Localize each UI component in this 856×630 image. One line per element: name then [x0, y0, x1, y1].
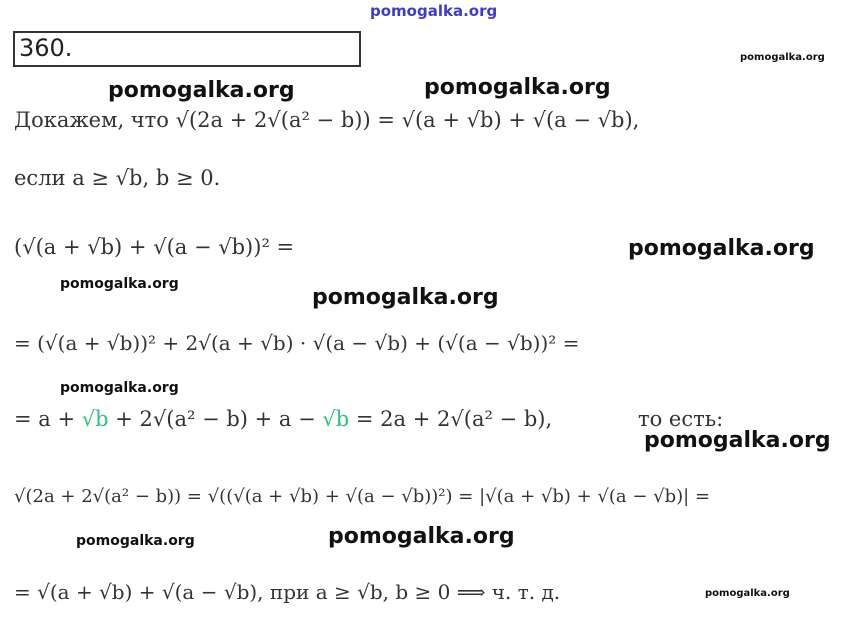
watermark: pomogalka.org	[108, 78, 295, 103]
watermark: pomogalka.org	[60, 276, 179, 292]
watermark: pomogalka.org	[705, 588, 790, 599]
watermark: pomogalka.org	[312, 285, 499, 310]
proof-step-1: (√(a + √b) + √(a − √b))² =	[14, 235, 295, 259]
condition-line: если a ≥ √b, b ≥ 0.	[14, 166, 221, 190]
proof-step-2: = (√(a + √b))² + 2√(a + √b) · √(a − √b) + (√(a − √b))² =	[14, 331, 580, 355]
step3-part-c: = 2a + 2√(a² − b),	[349, 407, 553, 431]
site-watermark-top: pomogalka.org	[370, 2, 498, 20]
step3-part-b: + 2√(a² − b) + a −	[108, 407, 323, 431]
watermark: pomogalka.org	[76, 533, 195, 549]
highlight-sqrt-b-1: √b	[81, 407, 109, 431]
watermark: pomogalka.org	[644, 428, 831, 453]
proof-step-4: √(2a + 2√(a² − b)) = √((√(a + √b) + √(a − √b))²) = |√(a + √b) + √(a − √b)| =	[14, 486, 711, 507]
watermark: pomogalka.org	[60, 380, 179, 396]
problem-number: 360.	[19, 34, 73, 62]
watermark: pomogalka.org	[740, 52, 825, 63]
watermark: pomogalka.org	[628, 236, 815, 261]
highlight-sqrt-b-2: √b	[322, 407, 350, 431]
proof-step-3	[14, 407, 552, 431]
watermark: pomogalka.org	[424, 75, 611, 100]
problem-number-box	[13, 31, 361, 67]
statement-line: Докажем, что √(2a + 2√(a² − b)) = √(a + √b) + √(a − √b),	[14, 108, 640, 132]
step3-part-a: = a +	[14, 407, 82, 431]
that-is-label: то есть:	[638, 407, 724, 431]
conclusion-line: = √(a + √b) + √(a − √b), при a ≥ √b, b ≥ 0 ⟹ ч. т. д.	[14, 580, 561, 604]
watermark: pomogalka.org	[328, 524, 515, 549]
